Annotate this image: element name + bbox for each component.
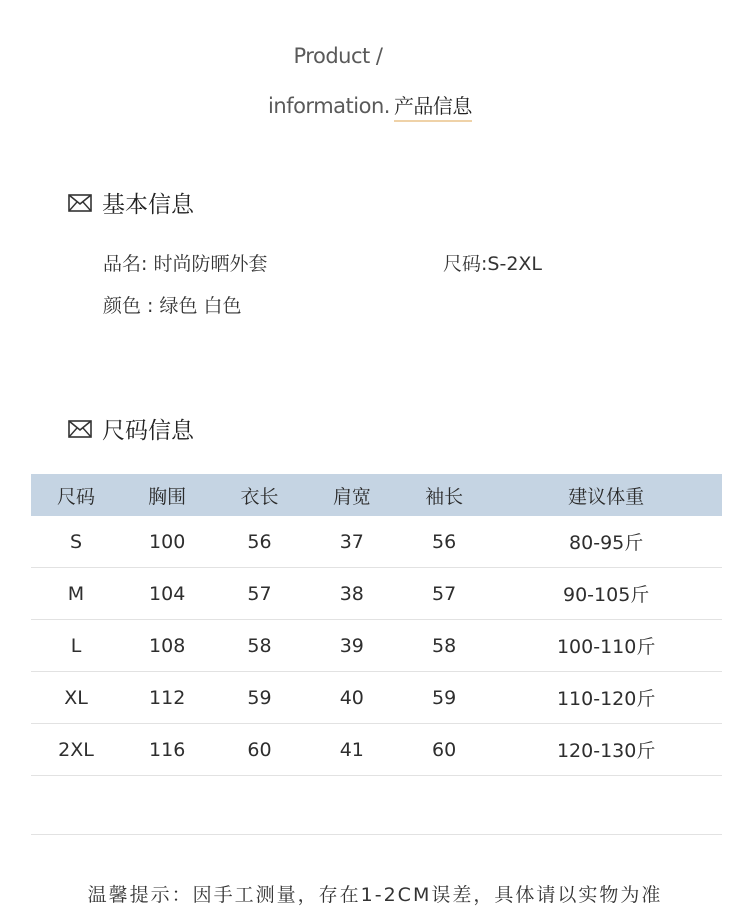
product-color-value: 绿色 白色 [159, 295, 242, 317]
col-header-chest: 胸围 [121, 474, 213, 516]
table-cell: 120-130斤 [490, 724, 722, 776]
section-size-info [68, 412, 194, 445]
table-cell: 110-120斤 [490, 672, 722, 724]
table-cell: 56 [398, 516, 490, 568]
col-header-weight: 建议体重 [490, 474, 722, 516]
table-row [31, 568, 722, 620]
table-cell: 59 [213, 672, 305, 724]
table-cell: 37 [306, 516, 398, 568]
title-information [0, 90, 740, 119]
table-cell: 116 [121, 724, 213, 776]
table-cell: 100 [121, 516, 213, 568]
size-table [31, 474, 722, 776]
envelope-icon [68, 194, 92, 212]
section-basic-info [68, 186, 194, 219]
table-cell: L [31, 620, 121, 672]
col-header-shoulder: 肩宽 [306, 474, 398, 516]
title-information-en: information. [268, 94, 390, 118]
table-empty-row [31, 782, 722, 835]
product-color-row [103, 291, 242, 318]
table-cell: M [31, 568, 121, 620]
table-cell: 60 [213, 724, 305, 776]
product-name-row [103, 249, 267, 276]
table-cell: 39 [306, 620, 398, 672]
col-header-size: 尺码 [31, 474, 121, 516]
product-name-value: 时尚防晒外套 [153, 253, 268, 275]
table-cell: 57 [398, 568, 490, 620]
col-header-sleeve: 袖长 [398, 474, 490, 516]
table-cell: 40 [306, 672, 398, 724]
table-cell: 2XL [31, 724, 121, 776]
product-size-value: S-2XL [487, 253, 543, 275]
table-cell: 57 [213, 568, 305, 620]
title-information-cn: 产品信息 [394, 94, 472, 122]
section-basic-title: 基本信息 [102, 192, 194, 218]
table-cell: 90-105斤 [490, 568, 722, 620]
table-cell: 58 [213, 620, 305, 672]
table-cell: 100-110斤 [490, 620, 722, 672]
table-cell: 60 [398, 724, 490, 776]
table-cell: 108 [121, 620, 213, 672]
table-cell: 38 [306, 568, 398, 620]
product-size-row [443, 249, 542, 276]
product-color-label: 颜色 : [103, 295, 154, 317]
section-size-title: 尺码信息 [102, 418, 194, 444]
table-header-row [31, 474, 722, 516]
table-cell: S [31, 516, 121, 568]
table-row [31, 672, 722, 724]
col-header-length: 衣长 [213, 474, 305, 516]
table-row [31, 620, 722, 672]
table-row [31, 724, 722, 776]
measurement-note: 温馨提示：因手工测量，存在1-2CM误差，具体请以实物为准 [87, 884, 663, 906]
table-cell: 112 [121, 672, 213, 724]
table-cell: 56 [213, 516, 305, 568]
envelope-icon [68, 420, 92, 438]
table-cell: XL [31, 672, 121, 724]
table-cell: 41 [306, 724, 398, 776]
table-cell: 80-95斤 [490, 516, 722, 568]
table-cell: 104 [121, 568, 213, 620]
product-size-label: 尺码: [443, 253, 488, 275]
table-cell: 58 [398, 620, 490, 672]
table-cell: 59 [398, 672, 490, 724]
product-name-label: 品名: [103, 253, 148, 275]
title-product: Product / [293, 44, 383, 68]
table-row [31, 516, 722, 568]
